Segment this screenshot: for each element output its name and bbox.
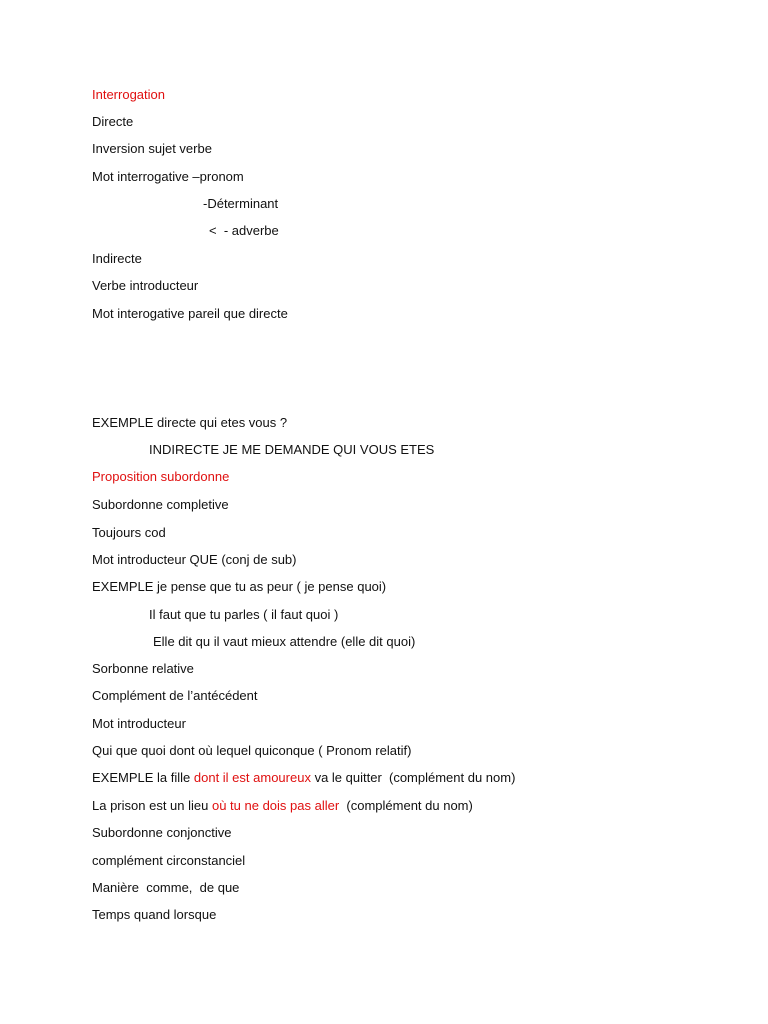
- text-line-indirecte: Indirecte: [92, 251, 142, 266]
- text-line-inversion: Inversion sujet verbe: [92, 141, 212, 156]
- text-line-il-faut: Il faut que tu parles ( il faut quoi ): [149, 607, 339, 622]
- text-line-elle-dit: Elle dit qu il vaut mieux attendre (elle dit quoi): [153, 634, 416, 649]
- text-line-subordonne-completive: Subordonne completive: [92, 497, 229, 512]
- text-line-directe: Directe: [92, 114, 134, 129]
- section-heading-proposition: Proposition subordonne: [92, 469, 230, 484]
- text-line-determinant: -Déterminant: [203, 196, 279, 211]
- highlighted-relative-clause: dont il est amoureux: [193, 770, 311, 785]
- text-line-toujours-cod: Toujours cod: [92, 525, 166, 540]
- text-line-indirecte-exemple: INDIRECTE JE ME DEMANDE QUI VOUS ETES: [149, 442, 435, 457]
- text-line-exemple-directe: EXEMPLE directe qui etes vous ?: [92, 415, 288, 430]
- text-segment: La prison est un lieu: [92, 798, 212, 813]
- text-line-exemple-pense: EXEMPLE je pense que tu as peur ( je pense quoi): [92, 579, 387, 594]
- text-segment: va le quitter (complément du nom): [310, 770, 516, 785]
- text-line-complement-circonstanciel: complément circonstanciel: [92, 853, 246, 868]
- text-line-mot-introducteur: Mot introducteur: [92, 716, 186, 731]
- text-line-sorbonne-relative: Sorbonne relative: [92, 661, 194, 676]
- text-line-mot-introducteur-que: Mot introducteur QUE (conj de sub): [92, 552, 297, 567]
- text-line-subordonne-conjonctive: Subordonne conjonctive: [92, 825, 232, 840]
- highlighted-relative-clause: où tu ne dois pas aller: [211, 798, 340, 813]
- text-line-temps: Temps quand lorsque: [92, 907, 217, 922]
- text-line-complement-antecedent: Complément de l’antécédent: [92, 688, 258, 703]
- text-line-verbe-introducteur: Verbe introducteur: [92, 278, 199, 293]
- text-segment: EXEMPLE la fille: [92, 770, 194, 785]
- text-line-pronom-relatif: Qui que quoi dont où lequel quiconque ( Pronom relatif): [92, 743, 412, 758]
- text-line-exemple-fille: [92, 770, 515, 786]
- text-line-mot-interogative-pareil: Mot interogative pareil que directe: [92, 306, 288, 321]
- text-line-prison: [92, 798, 473, 814]
- text-segment: (complément du nom): [339, 798, 473, 813]
- text-line-adverbe: < - adverbe: [209, 223, 279, 238]
- section-heading-interrogation: Interrogation: [92, 87, 165, 102]
- text-line-maniere: Manière comme, de que: [92, 880, 240, 895]
- text-line-mot-interrogative: Mot interrogative –pronom: [92, 169, 244, 184]
